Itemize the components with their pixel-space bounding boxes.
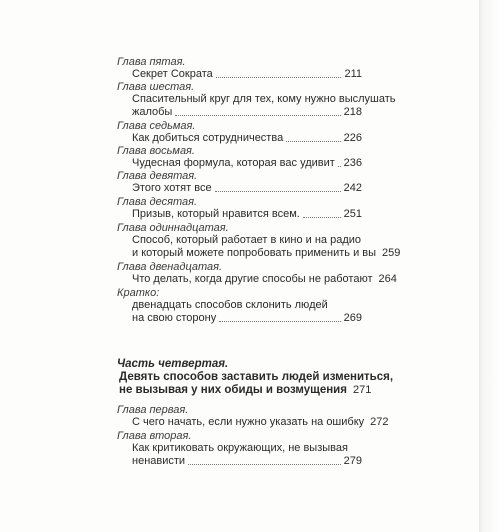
part-heading: Часть четвертая. (117, 358, 229, 370)
entry-title: Что делать, когда другие способы не работают (132, 273, 373, 285)
toc-entry (132, 208, 362, 221)
page-number: 218 (343, 106, 362, 118)
dot-leader (175, 115, 340, 116)
page-number: 211 (344, 68, 362, 80)
entry-title: жалобы (132, 106, 173, 118)
chapter-heading: Глава десятая. (117, 196, 198, 208)
chapter-heading: Глава одиннадцатая. (117, 222, 229, 234)
page-number: 269 (343, 312, 362, 324)
page-number: 272 (370, 416, 389, 428)
toc-entry (132, 182, 362, 195)
toc-entry (132, 132, 362, 145)
dot-leader (216, 77, 342, 78)
chapter-heading: Глава вторая. (117, 430, 192, 442)
toc-entry (132, 247, 401, 260)
chapter-heading: Глава восьмая. (117, 145, 195, 157)
chapter-heading: Глава первая. (117, 404, 189, 416)
entry-title: двенадцать способов склонить людей (132, 299, 328, 311)
toc-entry (132, 312, 362, 325)
dot-leader (188, 464, 341, 465)
entry-title: Спасительный круг для тех, кому нужно выслушать (132, 93, 396, 105)
chapter-heading: Глава шестая. (117, 81, 195, 93)
page-number: 251 (343, 208, 362, 220)
entry-title: Способ, который работает в кино и на радио (132, 234, 362, 246)
part-title: Девять способов заставить людей измениться, (119, 371, 394, 383)
chapter-heading: Глава девятая. (117, 170, 198, 182)
entry-title: Призыв, который нравится всем. (132, 208, 300, 220)
page-number: 271 (352, 384, 372, 396)
toc-entry (132, 455, 362, 468)
entry-title: и который можете попробовать применить и вы (132, 247, 377, 259)
toc-entry (132, 106, 362, 119)
entry-title: Этого хотят все (132, 182, 212, 194)
dot-leader (286, 141, 340, 142)
toc-entry (132, 68, 362, 81)
toc-entry (119, 384, 372, 397)
entry-title: С чего начать, если нужно указать на ошибку (132, 416, 365, 428)
toc-entry (132, 273, 397, 286)
summary-heading: Кратко: (117, 287, 160, 299)
chapter-heading: Глава пятая. (117, 56, 186, 68)
toc-entry (132, 416, 389, 429)
entry-title: Секрет Сократа (132, 68, 213, 80)
entry-title: Как критиковать окружающих, не вызывая (132, 442, 348, 454)
part-title: не вызывая у них обиды и возмущения (119, 384, 347, 396)
page-number: 264 (378, 273, 397, 285)
page-number: 279 (343, 455, 362, 467)
dot-leader (338, 166, 341, 167)
dot-leader (303, 217, 341, 218)
chapter-heading: Глава двенадцатая. (117, 261, 223, 273)
chapter-heading: Глава седьмая. (117, 120, 196, 132)
entry-title: на свою сторону (132, 312, 217, 324)
page-number: 259 (382, 247, 401, 259)
dot-leader (215, 191, 341, 192)
page-number: 236 (343, 157, 362, 169)
entry-title: Как добиться сотрудничества (132, 132, 284, 144)
entry-title: Чудесная формула, которая вас удивит (132, 157, 335, 169)
dot-leader (219, 321, 340, 322)
toc-entry (132, 157, 362, 170)
entry-title: ненависти (132, 455, 186, 467)
page-number: 242 (343, 182, 362, 194)
page-number: 226 (343, 132, 362, 144)
